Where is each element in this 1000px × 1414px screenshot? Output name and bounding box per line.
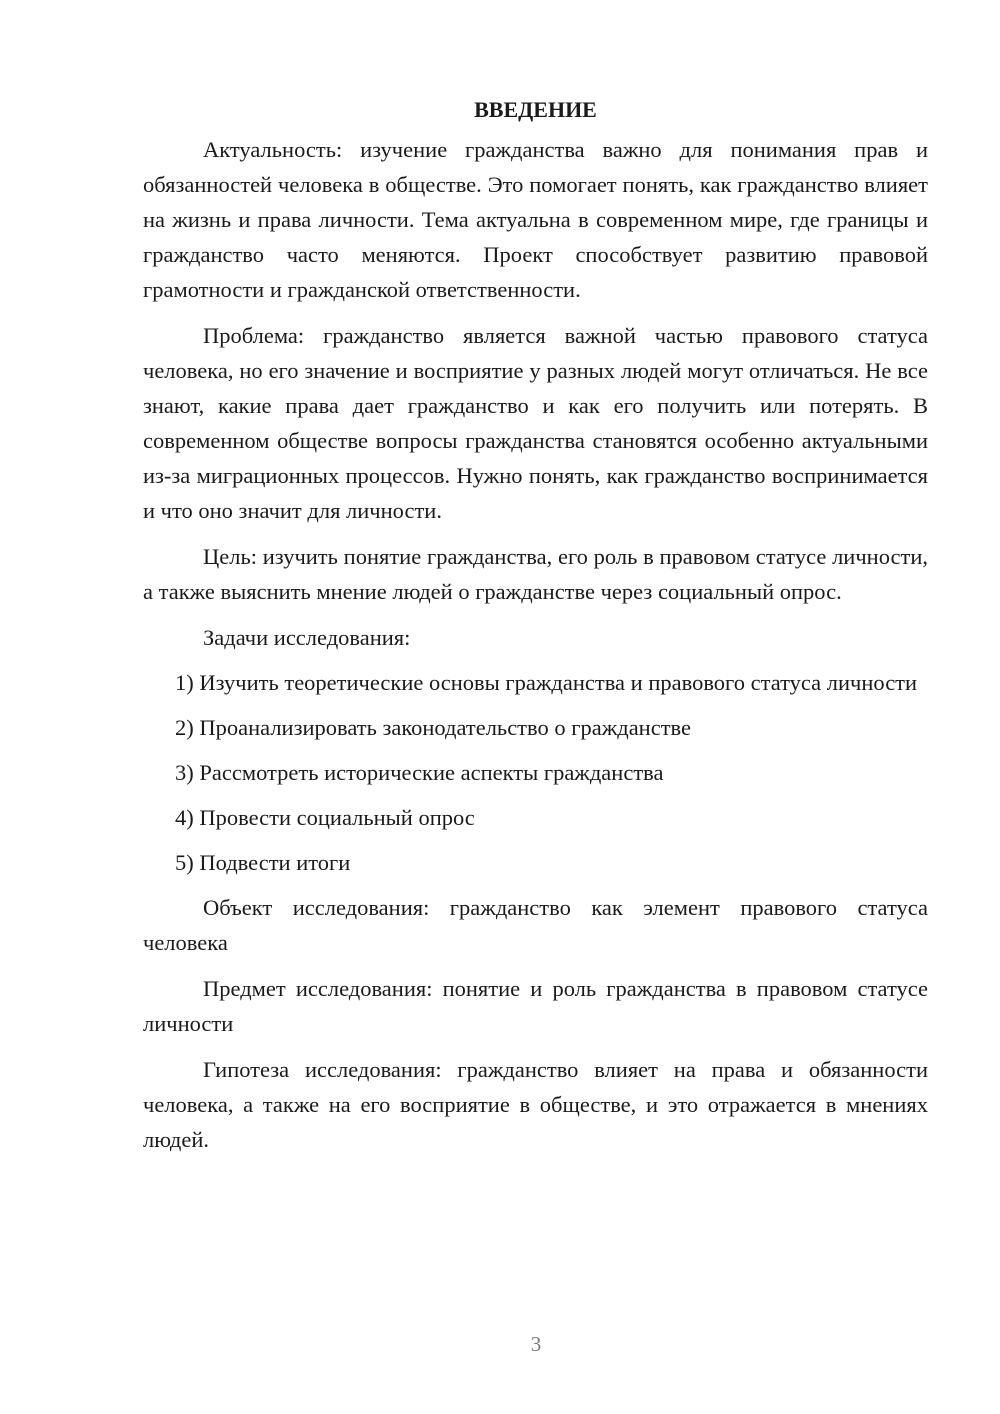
paragraph-goal: Цель: изучить понятие гражданства, его роль в правовом статусе личности, а также выяснить мнение людей о гражданстве через социальный опрос. (143, 544, 928, 604)
task-item: 1) Изучить теоретические основы гражданства и правового статуса личности (175, 670, 918, 695)
tasks-title: Задачи исследования: (203, 625, 411, 650)
paragraph-hypothesis: Гипотеза исследования: гражданство влияет на права и обязанности человека, а также на его восприятие в обществе, и это отражается в мнениях людей. (143, 1057, 928, 1152)
paragraph-relevance: Актуальность: изучение гражданства важно для понимания прав и обязанностей человека в обществе. Это помогает понять, как гражданство влияет на жизнь и права личности. Тема актуальна в современном мире, где границы и гражданство часто меняются. Проект способствует развитию правовой грамотности и гражданской ответственности. (143, 137, 928, 302)
page-content (143, 92, 928, 1168)
task-item: 2) Проанализировать законодательство о гражданстве (175, 715, 692, 740)
paragraph-object: Объект исследования: гражданство как элемент правового статуса человека (143, 895, 928, 955)
task-item: 3) Рассмотреть исторические аспекты гражданства (175, 760, 664, 785)
section-heading: ВВЕДЕНИЕ (474, 97, 597, 122)
page-number: 3 (530, 1332, 542, 1356)
task-item: 5) Подвести итоги (175, 850, 351, 875)
paragraph-subject: Предмет исследования: понятие и роль гражданства в правовом статусе личности (143, 976, 928, 1036)
paragraph-problem: Проблема: гражданство является важной частью правового статуса человека, но его значение и восприятие у разных людей могут отличаться. Не все знают, какие права дает гражданство и как его получить или потерять. В современном обществе вопросы гражданства становятся особенно актуальными из-за миграционных процессов. Нужно понять, как гражданство воспринимается и что оно значит для личности. (143, 323, 928, 523)
task-item: 4) Провести социальный опрос (175, 805, 475, 830)
